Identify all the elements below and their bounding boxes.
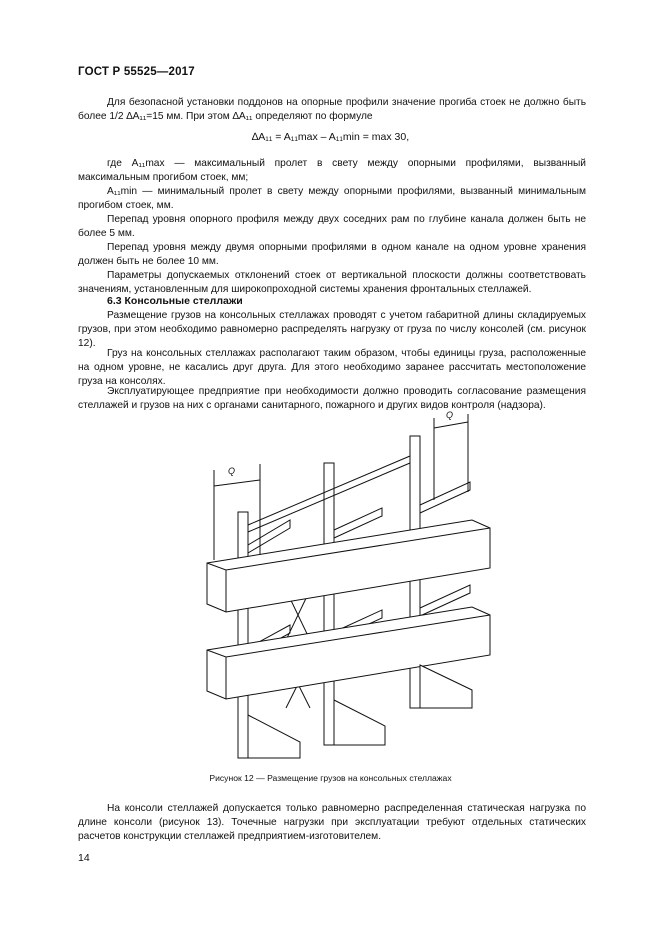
dimension-q-right: Q: [446, 410, 454, 420]
figure-caption: Рисунок 12 — Размещение грузов на консольных стеллажах: [209, 773, 452, 783]
formula-delta-a11: ∆A₁₁ = A₁₁max – A₁₁min = max 30,: [251, 131, 410, 143]
paragraph-deflection: Для безопасной установки поддонов на опорные профили значение прогиба стоек не должно быть более 1/2 ∆A₁₁=15 мм. При этом ∆A₁₁ определяют по формуле: [78, 97, 586, 122]
dimension-q-left: Q: [228, 466, 236, 476]
upper-load-box: [207, 520, 490, 612]
formula-where-max: где A₁₁max — максимальный пролет в свету между опорными профилями, вызванный максимальным прогибом стоек, мм;: [78, 158, 586, 183]
paragraph-level-diff-channel: Перепад уровня между двумя опорными профилями в одном канале на одном уровне хранения должен быть не более 10 мм.: [78, 242, 586, 267]
document-header: ГОСТ Р 55525—2017: [78, 66, 195, 78]
paragraph-deviation-params: Параметры допускаемых отклонений стоек от вертикальной плоскости должны соответствовать значениям, установленным для широкопроходной системы хранения фронтальных стеллажей.: [78, 270, 586, 295]
paragraph-level-diff-frames: Перепад уровня опорного профиля между двух соседних рам по глубине канала должен быть не более 5 мм.: [78, 214, 586, 239]
paragraph-cargo-placement: Груз на консольных стеллажах располагают таким образом, чтобы единицы груза, расположенные на одном уровне, не касались друг друга. Для этого необходимо заранее рассчитать местоположение груза на консолях.: [78, 348, 586, 387]
page-number: 14: [78, 852, 90, 864]
paragraph-approval: Эксплуатирующее предприятие при необходимости должно проводить согласование размещения стеллажей и грузов на них с органами санитарного, пожарного и других видов контроля (надзора).: [78, 386, 586, 411]
section-title: 6.3 Консольные стеллажи: [107, 295, 243, 307]
paragraph-uniform-load: На консоли стеллажей допускается только равномерно распределенная статическая нагрузка по длине консоли (рисунок 13). Точечные нагрузки при эксплуатации требуют отдельных статических расчетов конструкции стеллажей предприятием-изготовителем.: [78, 803, 586, 842]
paragraph-cantilever-loads: Размещение грузов на консольных стеллажах проводят с учетом габаритной длины складируемых грузов, при этом необходимо равномерно распределять нагрузку от груза по числу консолей (см. рисунок 12).: [78, 310, 586, 349]
formula-where-min: A₁₁min — минимальный пролет в свету между опорными профилями, вызванный минимальным прогибом стоек, мм.: [78, 186, 586, 211]
